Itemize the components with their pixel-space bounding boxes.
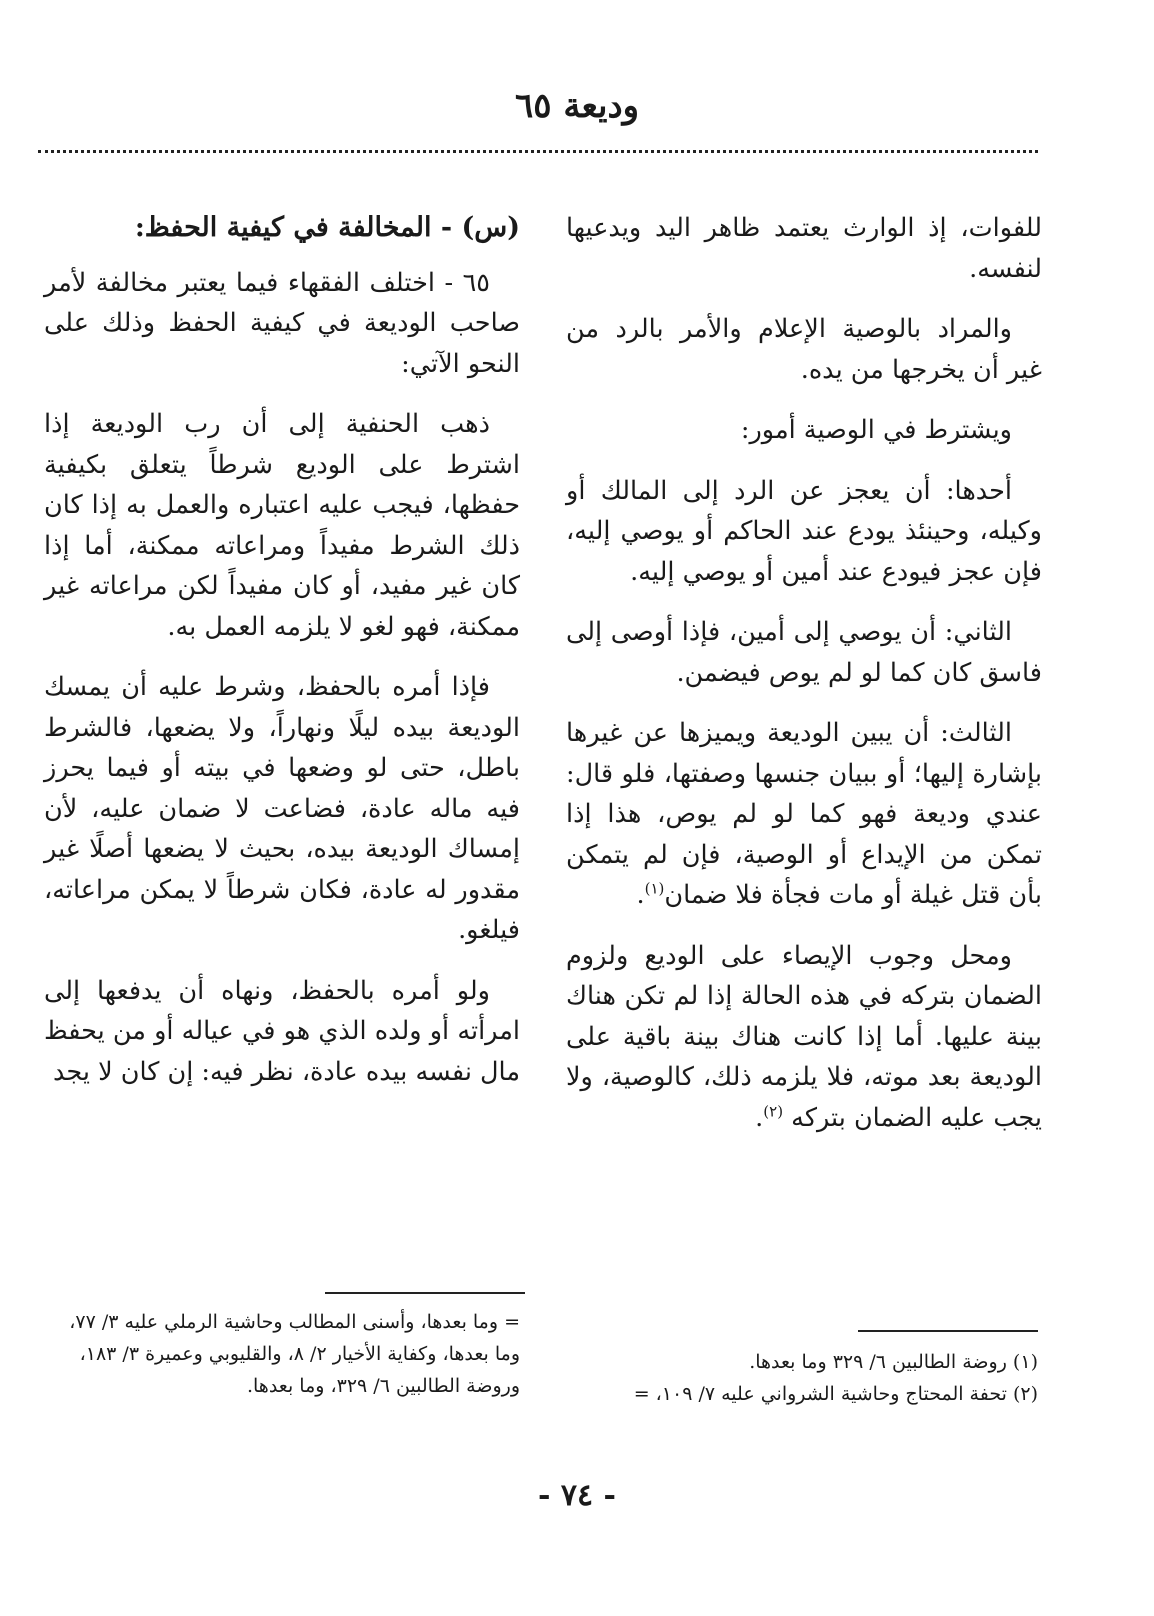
left-footnotes [44, 1306, 520, 1402]
paragraph: ٦٥ - اختلف الفقهاء فيما يعتبر مخالفة لأمر صاحب الوديعة في كيفية الحفظ وذلك على النحو الآتي: [44, 267, 520, 379]
paragraph: ويشترط في الوصية أمور: [740, 415, 1012, 445]
footnote: (١) روضة الطالبين ٦/ ٣٢٩ وما بعدها. [749, 1351, 1038, 1373]
footnote-rule [858, 1330, 1038, 1332]
section-heading: (س) - المخالفة في كيفية الحفظ: [134, 212, 520, 243]
paragraph-text: ومحل وجوب الإيصاء على الوديع ولزوم الضمان بتركه في هذه الحالة إذا لم تكن هناك بينة عليها. أما إذا كانت هناك بينة باقية على الوديعة بعد موته، فلا يلزمه ذلك، كالوصية، ولا يجب عليه الضمان بتركه [566, 940, 1042, 1133]
paragraph: الثاني: أن يوصي إلى أمين، فإذا أوصى إلى فاسق كان كما لو لم يوص فيضمن. [566, 617, 1042, 688]
footnote-marker: (١) [644, 879, 665, 898]
footnote-marker: (٢) [763, 1102, 784, 1120]
paragraph: ذهب الحنفية إلى أن رب الوديعة إذا اشترط على الوديع شرطاً يتعلق بكيفية حفظها، فيجب عليه اعتباره والعمل به إذا كان ذلك الشرط مفيداً ومراعاته ممكنة، أما إذا كان غير مفيد، أو كان مفيداً لكن مراعاته غير ممكنة، فهو لغو لا يلزمه العمل به. [44, 409, 520, 642]
paragraph-text: الثالث: أن يبين الوديعة ويميزها عن غيرها بإشارة إليها؛ أو ببيان جنسها وصفتها، فلو قال: عندي وديعة فهو كما لو لم يوص، هذا إذا تمكن من الإيداع أو الوصية، فإن لم يتمكن بأن قتل غيلة أو مات فجأة فلا ضمان [566, 718, 1042, 910]
footnote-rule [325, 1292, 525, 1294]
paragraph: والمراد بالوصية الإعلام والأمر بالرد من غير أن يخرجها من يده. [566, 314, 1042, 385]
page-number: - ٧٤ - [537, 1478, 617, 1513]
right-footnotes [520, 1346, 1038, 1410]
right-column [566, 208, 1042, 1158]
header-dotted-rule [38, 150, 1038, 153]
paragraph-with-footnote: ومحل وجوب الإيصاء على الوديع ولزوم الضمان بتركه في هذه الحالة إذا لم تكن هناك بينة عليها. أما إذا كانت هناك بينة باقية على الوديعة بعد موته، فلا يلزمه ذلك، كالوصية، ولا يجب عليه الضمان بتركه $^{(٢)}$. [566, 940, 1042, 1133]
paragraph: للفوات، إذ الوارث يعتمد ظاهر اليد ويدعيها لنفسه. [566, 213, 1042, 284]
left-column [44, 208, 520, 1112]
paragraph: ولو أمره بالحفظ، ونهاه أن يدفعها إلى امرأته أو ولده الذي هو في عياله أو من يحفظ مال نفسه بيده عادة، نظر فيه: إن كان لا يجد [44, 975, 520, 1087]
footnote: (٢) تحفة المحتاج وحاشية الشرواني عليه ٧/ ١٠٩، = [633, 1383, 1038, 1405]
paragraph-with-footnote: الثالث: أن يبين الوديعة ويميزها عن غيرها بإشارة إليها؛ أو ببيان جنسها وصفتها، فلو قال: عندي وديعة فهو كما لو لم يوص، هذا إذا تمكن من الإيداع أو الوصية، فإن لم يتمكن بأن قتل غيلة أو مات فجأة فلا ضمان$^{(١)}$. [566, 718, 1042, 910]
page-header-title: وديعة ٦٥ [514, 86, 640, 126]
paragraph: أحدها: أن يعجز عن الرد إلى المالك أو وكيله، وحينئذ يودع عند الحاكم أو يوصي إليه، فإن عجز فيودع عند أمين أو يوصي إليه. [566, 475, 1042, 587]
footnote: = وما بعدها، وأسنى المطالب وحاشية الرملي عليه ٣/ ٧٧، وما بعدها، وكفاية الأخيار ٢/ ٨، والقليوبي وعميرة ٣/ ١٨٣، وروضة الطالبين ٦/ ٣٢٩، وما بعدها. [69, 1311, 520, 1397]
paragraph: فإذا أمره بالحفظ، وشرط عليه أن يمسك الوديعة بيده ليلًا ونهاراً، ولا يضعها، فالشرط باطل، حتى لو وضعها في بيته أو فيما يحرز فيه ماله عادة، فضاعت لا ضمان عليه، لأن إمساك الوديعة بيده، بحيث لا يضعها أصلًا غير مقدور له عادة، فكان شرطاً لا يمكن مراعاته، فيلغو. [44, 672, 520, 945]
